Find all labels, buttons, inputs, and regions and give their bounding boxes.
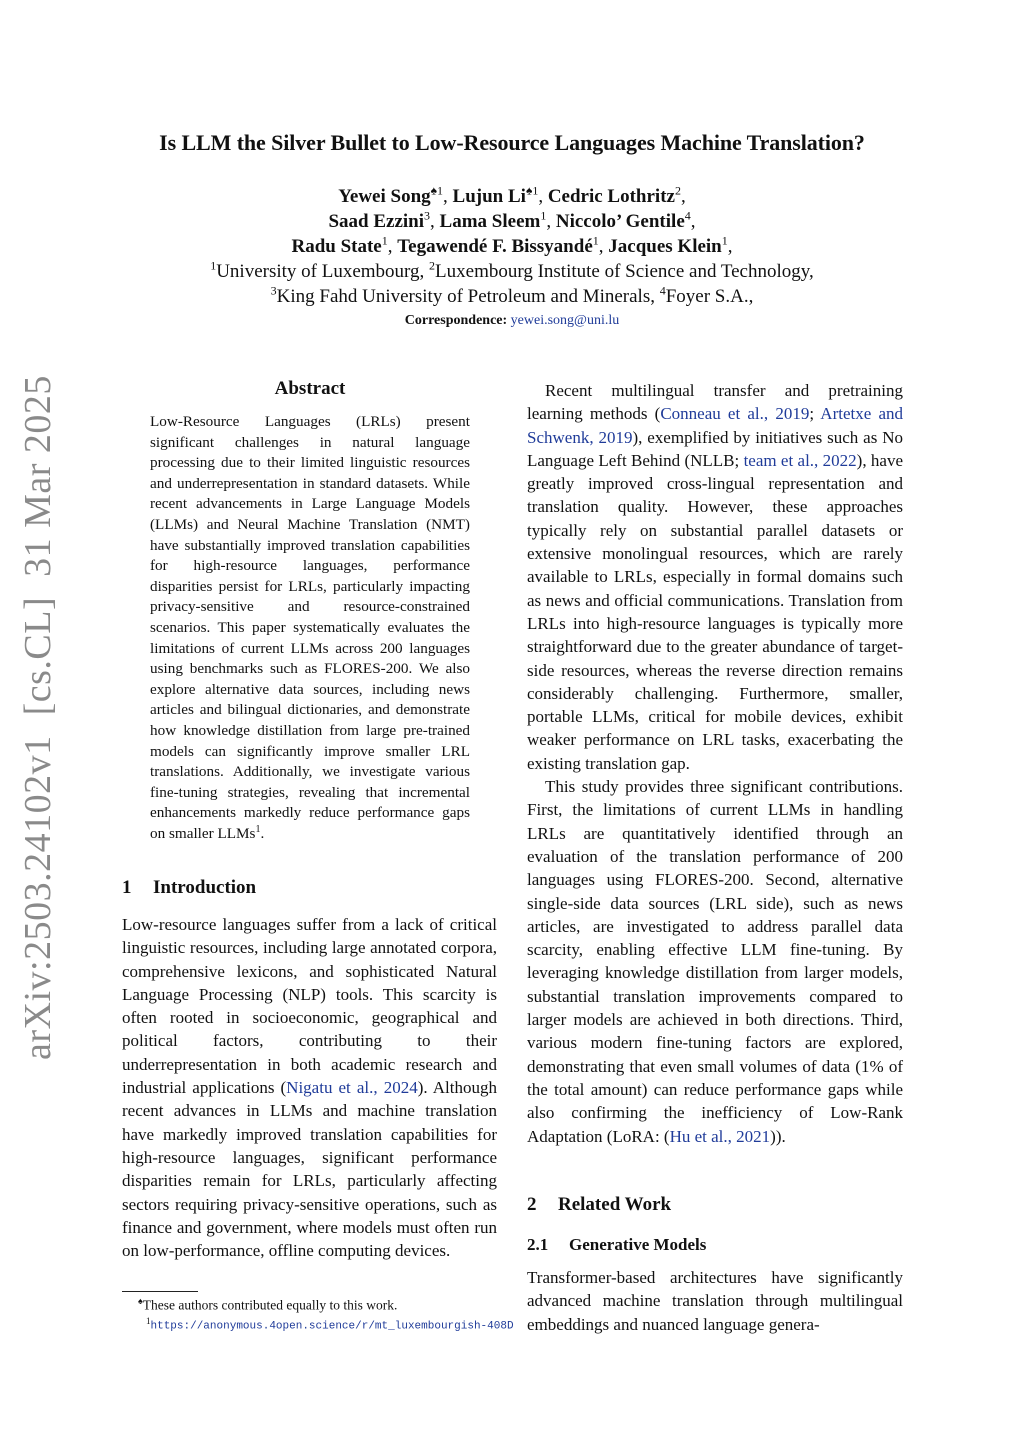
author-sep: , bbox=[430, 211, 440, 232]
abstract-heading: Abstract bbox=[274, 378, 346, 399]
author-line-1 bbox=[0, 184, 1024, 209]
author-block bbox=[0, 184, 1024, 309]
section-title: Related Work bbox=[558, 1194, 672, 1215]
author-line-3 bbox=[0, 234, 1024, 259]
arxiv-identifier: arXiv:2503.24102v1 [cs.CL] 31 Mar 2025 bbox=[17, 375, 59, 1060]
author-sep: , bbox=[727, 236, 733, 257]
footnote-rule bbox=[122, 1291, 198, 1292]
author-sep: , bbox=[538, 186, 548, 207]
citation-link[interactable]: Conneau et al., 2019 bbox=[660, 404, 810, 424]
intro-text: ). Although recent advances in LLMs and machine translation have markedly improved translation capabilities for high-resource languages, significant performance disparities remain for LRLs, particularly affecting sectors requiring privacy-sensitive operations, such as finance and government, where models must often run on low-performance, offline computing devices. bbox=[122, 1078, 497, 1261]
author-affil-mark: 3 bbox=[424, 208, 431, 223]
footnote-text: These authors contributed equally to this work. bbox=[142, 1297, 398, 1313]
footnote-link[interactable]: https://anonymous.4open.science/r/mt_luxembourgish-408D bbox=[150, 1320, 514, 1333]
author-affil-mark: 1 bbox=[592, 233, 599, 248]
affil-mark: 1 bbox=[210, 258, 217, 273]
author-sep: , bbox=[598, 236, 609, 257]
footnote-url bbox=[146, 1316, 514, 1333]
footnote-mark[interactable]: 1 bbox=[255, 823, 261, 835]
author-name: Radu State bbox=[291, 236, 382, 257]
section-heading-related-work bbox=[527, 1194, 671, 1216]
text: ), exemplified by initiatives such as No Language Left Behind (NLLB; bbox=[527, 427, 904, 470]
author-affil-mark: 1 bbox=[381, 233, 388, 248]
author-name: Cedric Lothritz bbox=[547, 186, 675, 207]
abstract-body bbox=[150, 412, 470, 844]
paragraph bbox=[527, 379, 903, 775]
author-affil-mark: 1 bbox=[721, 233, 728, 248]
author-affil-mark: 4 bbox=[684, 208, 691, 223]
abstract-text: Low-Resource Languages (LRLs) present significant challenges in natural language processing due to their limited linguistic resources and underrepresentation in standard datasets. While recent advancements in Large Language Models (LLMs) and Neural Machine Translation (NMT) have substantially improved translation capabilities for high-resource languages, performance disparities persist for LRLs, particularly impacting privacy-sensitive and resource-constrained scenarios. This paper systematically evaluates the limitations of current LLMs across 200 languages using benchmarks such as FLORES-200. We also explore alternative data sources, including news articles and bilingual dictionaries, and demonstrate how knowledge distillation from large pre-trained models can significantly improve smaller LRL translations. Additionally, we investigate various fine-tuning strategies, revealing that incremental enhancements markedly reduce performance gaps on smaller LLMs bbox=[150, 413, 470, 842]
author-line-2 bbox=[0, 209, 1024, 234]
paper-title: Is LLM the Silver Bullet to Low-Resource Languages Machine Translation? bbox=[159, 130, 865, 155]
affiliation: Foyer S.A., bbox=[665, 286, 754, 307]
author-affil-mark: ♠1 bbox=[525, 183, 539, 198]
footnote-mark: 1 bbox=[146, 1316, 151, 1326]
author-name: Jacques Klein bbox=[608, 236, 722, 257]
citation-link[interactable]: Nigatu et al., 2024 bbox=[286, 1078, 418, 1098]
intro-paragraph bbox=[122, 913, 497, 1262]
section-heading-introduction bbox=[122, 877, 256, 899]
footnote-equal-contribution bbox=[138, 1296, 397, 1314]
citation-link[interactable]: team et al., 2022 bbox=[743, 450, 857, 470]
text: )). bbox=[770, 1126, 786, 1146]
section-number: 2 bbox=[527, 1194, 537, 1215]
author-affil-mark: 1 bbox=[540, 208, 547, 223]
right-column-text bbox=[527, 379, 903, 1148]
generative-paragraph bbox=[527, 1266, 903, 1336]
correspondence bbox=[0, 313, 1024, 329]
affiliation: King Fahd University of Petroleum and Minerals, bbox=[276, 286, 660, 307]
correspondence-email-link[interactable]: yewei.song@uni.lu bbox=[510, 313, 620, 328]
author-name: Yewei Song bbox=[338, 186, 431, 207]
affil-mark: 2 bbox=[429, 258, 436, 273]
subsection-heading-generative-models bbox=[527, 1235, 706, 1255]
affiliation-line-1 bbox=[0, 259, 1024, 284]
subsection-title: Generative Models bbox=[569, 1235, 707, 1254]
abstract-end: . bbox=[260, 824, 265, 842]
footnote-mark: ♠ bbox=[138, 1296, 143, 1306]
paragraph: Transformer-based architectures have significantly advanced machine translation through multilingual embeddings and nuanced language genera- bbox=[527, 1268, 903, 1334]
text: This study provides three significant contributions. First, the limitations of current LLMs in handling LRLs are quantitatively identified through an evaluation of the translation performance of 200 languages using FLORES-200. Second, alternative single-side data sources (LRL side), such as news articles, are investigated to address parallel data scarcity, enabling effective LLM fine-tuning. By leveraging knowledge distillation from larger models, substantial translation improvements compared to larger models are achieved in both directions. Third, various modern fine-tuning factors are explored, demonstrating that even small volumes of data (1% of the total amount) can reduce performance gaps while also confirming the inefficiency of Low-Rank Adaptation (LoRA: ( bbox=[527, 777, 903, 1146]
text: ), have greatly improved cross-lingual representation and translation quality. However, these approaches typically rely on substantial parallel datasets or extensive monolingual resources, which are rarely available to LRLs, especially in formal domains such as news and official communications. Translation from LRLs into high-resource languages is typically more straightforward due to the greater abundance of target-side resources, whereas the reverse direction remains considerably challenging. Furthermore, smaller, portable LLMs, critical for mobile devices, exhibit weaker performance on LRL tasks, exacerbating the existing translation gap. bbox=[527, 450, 903, 773]
author-name: Tegawendé F. Bissyandé bbox=[397, 236, 593, 257]
author-sep: , bbox=[387, 236, 398, 257]
section-number: 1 bbox=[122, 877, 132, 898]
author-name: Lama Sleem bbox=[439, 211, 541, 232]
affiliation-line-2 bbox=[0, 284, 1024, 309]
citation-link[interactable]: Hu et al., 2021 bbox=[669, 1126, 771, 1146]
author-sep: , bbox=[690, 211, 696, 232]
author-name: Lujun Li bbox=[452, 186, 526, 207]
text: Recent multilingual transfer and pretraining learning methods ( bbox=[527, 381, 903, 424]
section-title: Introduction bbox=[153, 877, 257, 898]
author-sep: , bbox=[443, 186, 453, 207]
paragraph bbox=[527, 775, 903, 1148]
author-sep: , bbox=[680, 186, 686, 207]
text: ; bbox=[809, 404, 821, 424]
author-sep: , bbox=[546, 211, 556, 232]
affiliation: Luxembourg Institute of Science and Technology, bbox=[435, 261, 814, 282]
subsection-number: 2.1 bbox=[527, 1235, 549, 1254]
affiliation: University of Luxembourg, bbox=[216, 261, 430, 282]
intro-text: Low-resource languages suffer from a lack of critical linguistic resources, including large annotated corpora, comprehensive lexicons, and sophisticated Natural Language Processing (NLP) tools. This scarcity is often rooted in socioeconomic, geographical and political factors, contributing to their underrepresentation in both academic research and industrial applications ( bbox=[122, 915, 497, 1098]
author-name: Niccolo’ Gentile bbox=[555, 211, 685, 232]
affil-mark: 3 bbox=[270, 283, 277, 298]
author-name: Saad Ezzini bbox=[328, 211, 425, 232]
author-affil-mark: ♠1 bbox=[430, 183, 444, 198]
author-affil-mark: 2 bbox=[674, 183, 681, 198]
affil-mark: 4 bbox=[659, 283, 666, 298]
correspondence-label: Correspondence: bbox=[404, 313, 508, 328]
citation-link[interactable]: Artetxe and Schwenk, 2019 bbox=[527, 404, 903, 447]
